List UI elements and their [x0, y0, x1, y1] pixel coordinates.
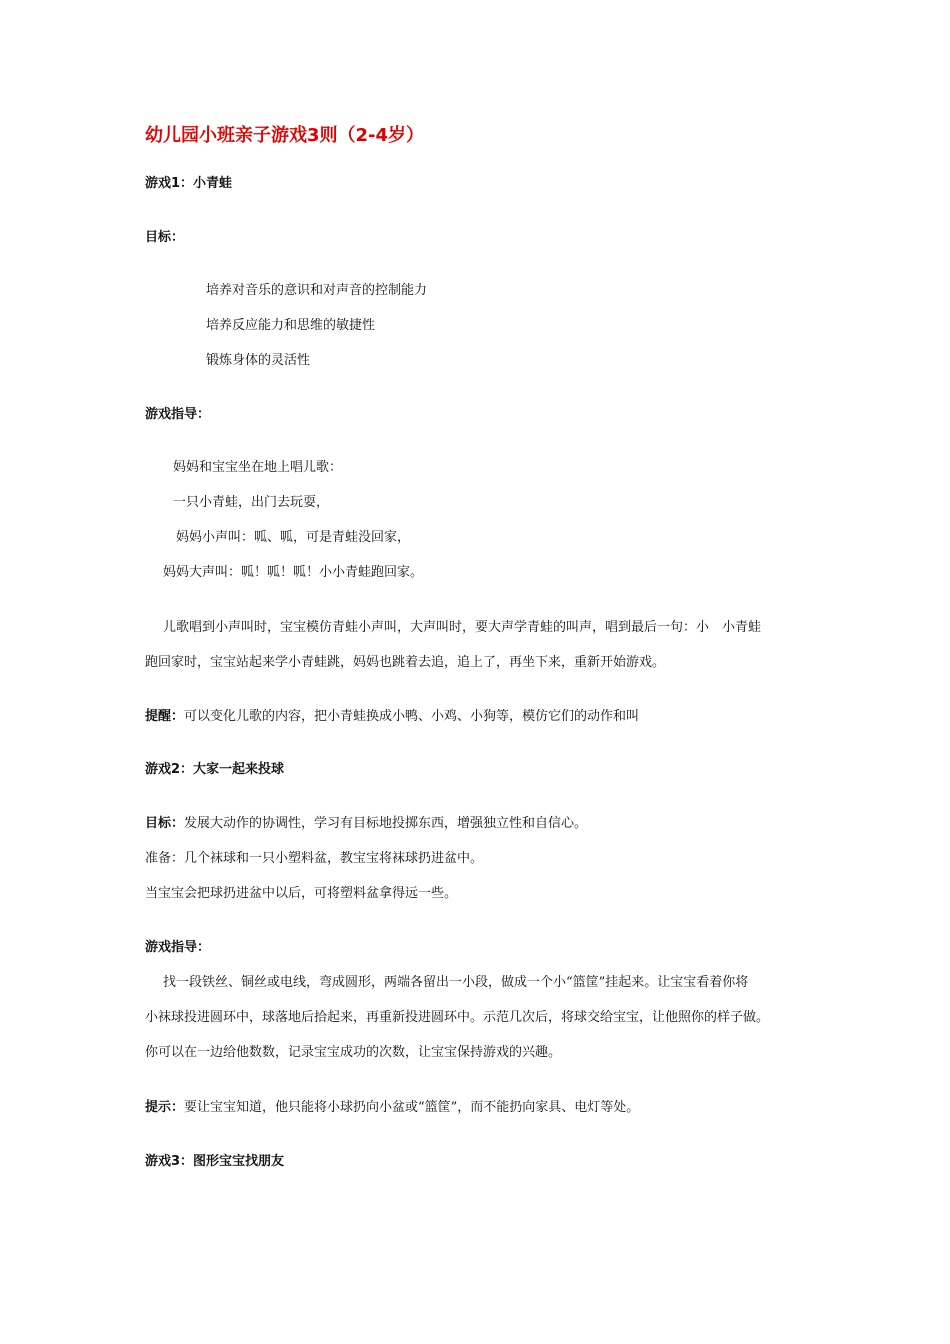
game2-prep2: 当宝宝会把球扔进盆中以后，可将塑料盆拿得远一些。 [145, 886, 458, 901]
game1-tip [145, 708, 639, 726]
game2-goal-text: 发展大动作的协调性，学习有目标地投掷东西，增强独立性和自信心。 [184, 816, 588, 831]
game1-song-line: 妈妈和宝宝坐在地上唱儿歌： [173, 460, 343, 475]
game2-goal-label: 目标： [145, 816, 185, 831]
game2-tip-text: 要让宝宝知道，他只能将小球扔向小盆或“篮筐”，而不能扔向家具、电灯等处。 [184, 1100, 640, 1115]
game3-heading: 游戏3：图形宝宝找朋友 [145, 1154, 285, 1169]
game1-guide-label: 游戏指导： [145, 407, 211, 422]
game2-tip [145, 1099, 639, 1117]
game2-goal [145, 815, 587, 833]
game1-goal-label: 目标： [145, 230, 185, 245]
game2-tip-label: 提示： [145, 1100, 185, 1115]
game1-heading: 游戏1：小青蛙 [145, 176, 233, 191]
game2-body-line: 你可以在一边给他数数，记录宝宝成功的次数，让宝宝保持游戏的兴趣。 [145, 1045, 562, 1060]
page-title: 幼儿园小班亲子游戏3则（2-4岁） [145, 125, 425, 146]
game2-guide-label: 游戏指导： [145, 940, 211, 955]
game1-goal-item: 锻炼身体的灵活性 [206, 353, 311, 368]
game2-prep: 准备：几个袜球和一只小塑料盆，教宝宝将袜球扔进盆中。 [145, 851, 484, 866]
game1-body-line: 儿歌唱到小声叫时，宝宝模仿青蛙小声叫，大声叫时，要大声学青蛙的叫声，唱到最后一句：小 小青蛙 [163, 620, 762, 635]
game1-goal-item: 培养反应能力和思维的敏捷性 [206, 318, 376, 333]
game1-song-line: 一只小青蛙，出门去玩耍， [173, 495, 330, 510]
game2-body-line: 小袜球投进圆环中，球落地后拾起来，再重新投进圆环中。示范几次后，将球交给宝宝，让他照你的样子做。 [145, 1010, 770, 1025]
game1-song-line: 妈妈小声叫：呱、呱，可是青蛙没回家， [176, 530, 411, 545]
game1-tip-text: 可以变化儿歌的内容，把小青蛙换成小鸭、小鸡、小狗等，模仿它们的动作和叫 [184, 709, 640, 724]
game2-heading: 游戏2：大家一起来投球 [145, 762, 285, 777]
game1-body-line: 跑回家时，宝宝站起来学小青蛙跳，妈妈也跳着去追，追上了，再坐下来，重新开始游戏。 [145, 655, 666, 670]
game2-body-line: 找一段铁丝、铜丝或电线，弯成圆形，两端各留出一小段，做成一个小“篮筐”挂起来。让宝宝看着你将 [163, 975, 749, 990]
game1-song-line: 妈妈大声叫：呱！呱！呱！小小青蛙跑回家。 [163, 565, 424, 580]
game1-goal-item: 培养对音乐的意识和对声音的控制能力 [206, 283, 428, 298]
game1-tip-label: 提醒： [145, 709, 185, 724]
